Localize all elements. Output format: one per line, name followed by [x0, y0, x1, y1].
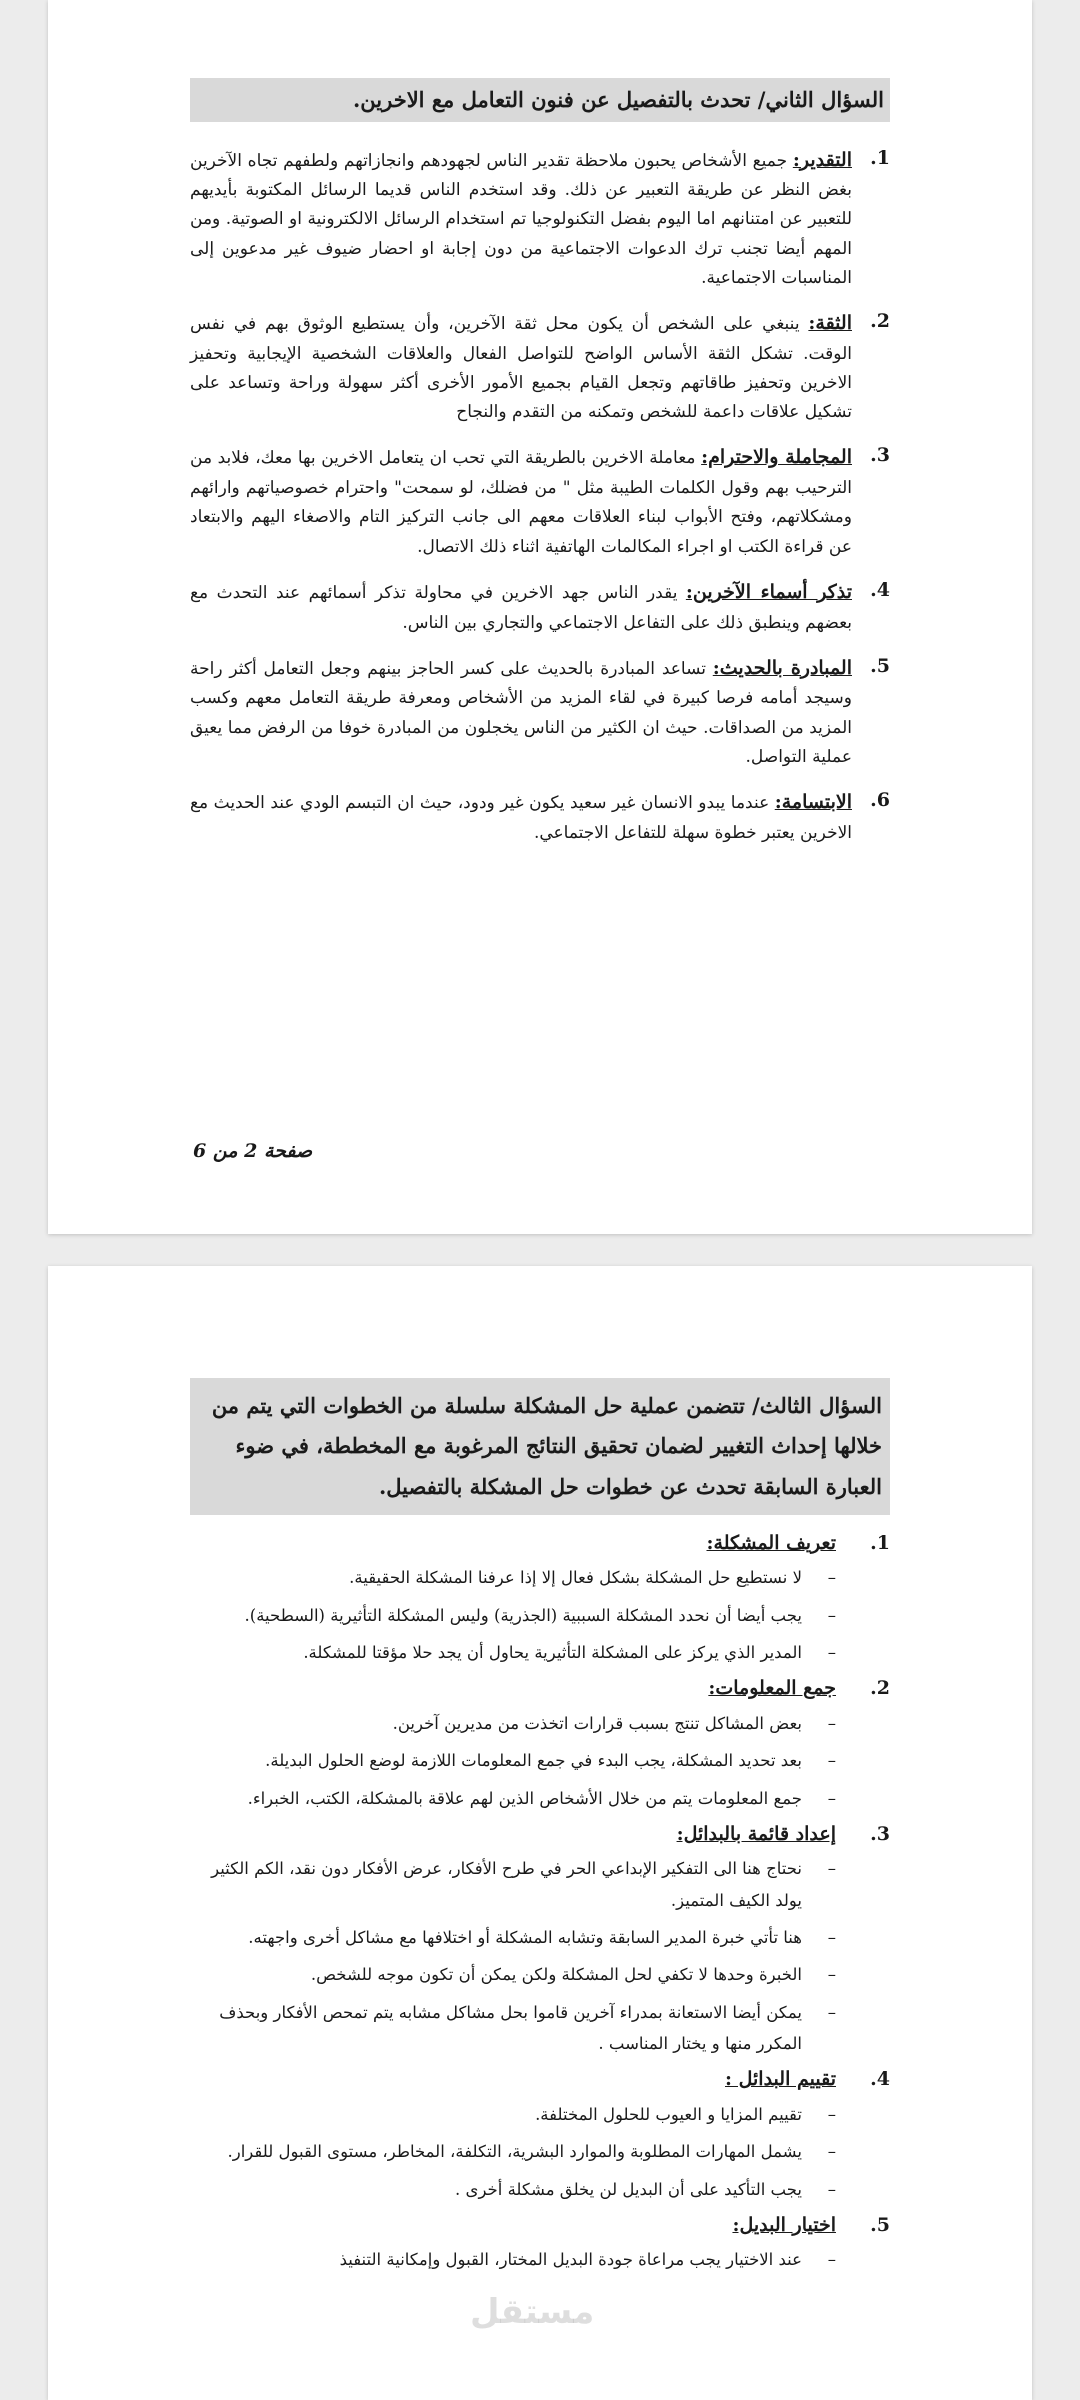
- dash-bullet-icon: –: [827, 1713, 836, 1733]
- bullet-text: يشمل المهارات المطلوبة والموارد البشرية، التكلفة، المخاطر، مستوى القبول للقرار.: [227, 2142, 802, 2162]
- list-item: [190, 441, 890, 561]
- item-body: [190, 307, 852, 427]
- list-item: [190, 1997, 836, 2060]
- item-heading: الثقة:: [808, 312, 852, 335]
- section-number: 1.: [870, 1531, 890, 1554]
- item-number: 6.: [870, 789, 890, 812]
- item-body: [190, 441, 852, 561]
- watermark-logo: مستقل: [470, 2292, 595, 2332]
- section-number: 3.: [870, 1822, 890, 1845]
- bullet-text: الخبرة وحدها لا تكفي لحل المشكلة ولكن يمكن أن تكون موجه للشخص.: [310, 1965, 802, 1985]
- dash-bullet-icon: –: [827, 1788, 836, 1808]
- list-item: [190, 1959, 836, 1990]
- section-choose-alternative: [190, 2211, 890, 2240]
- list-item: [190, 576, 890, 638]
- list-item: [190, 652, 890, 772]
- item-heading: التقدير:: [792, 148, 852, 171]
- bullet-list: [190, 2244, 890, 2275]
- list-item: [190, 307, 890, 427]
- bullet-list: [190, 2099, 890, 2205]
- dash-bullet-icon: –: [827, 1859, 836, 1879]
- document-page-2: [48, 1266, 1032, 2400]
- page-1-content: [190, 78, 890, 862]
- bullet-text: يجب أيضا أن نحدد المشكلة السببية (الجذرية) وليس المشكلة التأثيرية (السطحية).: [244, 1605, 802, 1625]
- section-title: تعريف المشكلة:: [706, 1531, 836, 1554]
- dash-bullet-icon: –: [827, 1643, 836, 1663]
- item-heading: الابتسامة:: [774, 791, 852, 814]
- item-text: تساعد المبادرة بالحديث على كسر الحاجز بينهم وجعل التعامل أكثر راحة وسيجد أمامه فرصا كبيرة في لقاء المزيد من الأشخاص ومعرفة طريقة التعامل معهم وكسب المزيد من الصداقات. حيث ان الكثير من الناس يخجلون من المبادرة خوفا من الرفض مما يعيق عملية التواصل.: [190, 658, 852, 767]
- list-item: [190, 2174, 836, 2205]
- list-item: [190, 1853, 836, 1916]
- dash-bullet-icon: –: [827, 1568, 836, 1588]
- item-text: يقدر الناس جهد الاخرين في محاولة تذكر أسمائهم عند التحدث مع بعضهم وينطبق ذلك على التفاعل الاجتماعي والتجاري بين الناس.: [190, 582, 852, 633]
- item-number: 2.: [870, 310, 890, 333]
- section-number: 4.: [870, 2068, 890, 2091]
- document-page-1: [48, 0, 1032, 1234]
- section-collect-info: [190, 1674, 890, 1703]
- list-item: [190, 2099, 836, 2130]
- dash-bullet-icon: –: [827, 2104, 836, 2124]
- page-number-footer: صفحة 2 من 6: [193, 1140, 313, 1162]
- dash-bullet-icon: –: [827, 1965, 836, 1985]
- bullet-text: بعد تحديد المشكلة، يجب البدء في جمع المعلومات اللازمة لوضع الحلول البديلة.: [265, 1751, 802, 1771]
- dash-bullet-icon: –: [827, 2179, 836, 2199]
- item-heading: المبادرة بالحديث:: [712, 656, 852, 679]
- bullet-text: جمع المعلومات يتم من خلال الأشخاص الذين لهم علاقة بالمشكلة، الكتب، الخبراء.: [247, 1788, 802, 1808]
- section-define-problem: [190, 1529, 890, 1558]
- section-list-alternatives: [190, 1820, 890, 1849]
- item-number: 1.: [870, 146, 890, 169]
- item-body: [190, 652, 852, 772]
- list-item: [190, 1922, 836, 1953]
- page-2-content: [190, 1378, 890, 2282]
- section-title: تقييم البدائل :: [725, 2068, 836, 2091]
- section-title: جمع المعلومات:: [708, 1677, 836, 1700]
- list-item: [190, 1783, 836, 1814]
- item-body: [190, 786, 852, 848]
- question-3-heading: السؤال الثالث/ تتضمن عملية حل المشكلة سلسلة من الخطوات التي يتم من خلالها إحداث التغيير لضمان تحقيق النتائج المرغوبة مع المخططة، في ضوء العبارة السابقة تحدث عن خطوات حل المشكلة بالتفصيل.: [190, 1378, 890, 1515]
- list-item: [190, 1745, 836, 1776]
- item-heading: تذكر أسماء الآخرين:: [685, 580, 852, 603]
- bullet-list: [190, 1562, 890, 1668]
- list-item: [190, 2244, 836, 2275]
- question-2-items: [190, 144, 890, 849]
- question-2-heading: السؤال الثاني/ تحدث بالتفصيل عن فنون التعامل مع الاخرين.: [190, 78, 890, 122]
- bullet-text: نحتاج هنا الى التفكير الإبداعي الحر في طرح الأفكار، عرض الأفكار دون نقد، الكم الكثير يولد الكيف المتميز.: [211, 1859, 802, 1910]
- bullet-text: المدير الذي يركز على المشكلة التأثيرية يحاول أن يجد حلا مؤقتا للمشكلة.: [303, 1643, 802, 1663]
- item-heading: المجاملة والاحترام:: [701, 446, 852, 469]
- item-text: ينبغي على الشخص أن يكون محل ثقة الآخرين، وأن يستطيع الوثوق بهم في نفس الوقت. تشكل الثقة الأساس الواضح للتواصل الفعال والعلاقات الشخصية الإيجابية وتحفيز الاخرين وتحفيز طاقاتهم وتجعل القيام بجميع الأمور الأخرى أكثر سهولة وراحة وتساعد على تشكيل علاقات داعمة للشخص وتمكنه من التقدم والنجاح: [190, 314, 852, 423]
- list-item: [190, 1637, 836, 1668]
- bullet-text: يمكن أيضا الاستعانة بمدراء آخرين قاموا بحل مشاكل مشابه يتم تمحص الأفكار وبحذف المكرر منها و يختار المناسب .: [219, 2002, 802, 2054]
- bullet-text: لا نستطيع حل المشكلة بشكل فعال إلا إذا عرفنا المشكلة الحقيقية.: [349, 1568, 802, 1588]
- dash-bullet-icon: –: [827, 1605, 836, 1625]
- bullet-text: بعض المشاكل تنتج بسبب قرارات اتخذت من مديرين آخرين.: [392, 1713, 802, 1733]
- dash-bullet-icon: –: [827, 2002, 836, 2022]
- list-item: [190, 2136, 836, 2167]
- list-item: [190, 1708, 836, 1739]
- dash-bullet-icon: –: [827, 2250, 836, 2270]
- item-number: 5.: [870, 654, 890, 677]
- dash-bullet-icon: –: [827, 1751, 836, 1771]
- section-number: 5.: [870, 2213, 890, 2236]
- section-number: 2.: [870, 1677, 890, 1700]
- list-item: [190, 1600, 836, 1631]
- item-text: جميع الأشخاص يحبون ملاحظة تقدير الناس لجهودهم وانجازاتهم ولطفهم تجاه الآخرين بغض النظر عن طريقة التعبير عن ذلك. وقد استخدم الناس قديما الرسائل المكتوبة بأيديهم للتعبير عن امتنانهم اما اليوم بفضل التكنولوجيا تم استخدام الرسائل الالكترونية او الصوتية. ومن المهم أيضا تجنب ترك الدعوات الاجتماعية من دون إجابة او احضار ضيوف غير مدعوين إلى المناسبات الاجتماعية.: [190, 150, 852, 288]
- bullet-text: يجب التأكيد على أن البديل لن يخلق مشكلة أخرى .: [455, 2179, 802, 2199]
- item-text: معاملة الاخرين بالطريقة التي تحب ان يتعامل الاخرين بها معك، فلابد من الترحيب بهم وقول الكلمات الطيبة مثل " من فضلك، لو سمحت" واحترام خصوصياتهم وارائهم ومشكلاتهم، وفتح الأبواب لبناء العلاقات معهم الى جانب التركيز التام والاصغاء اليهم والابتعاد عن قراءة الكتب او اجراء المكالمات الهاتفية اثناء ذلك الاتصال.: [190, 448, 852, 557]
- item-body: [190, 144, 852, 294]
- section-evaluate-alternatives: [190, 2065, 890, 2094]
- bullet-list: [190, 1708, 890, 1814]
- section-title: اختيار البديل:: [732, 2213, 836, 2236]
- dash-bullet-icon: –: [827, 2142, 836, 2162]
- section-title: إعداد قائمة بالبدائل:: [676, 1822, 836, 1845]
- bullet-text: تقييم المزايا و العيوب للحلول المختلفة.: [535, 2104, 802, 2124]
- bullet-text: عند الاختيار يجب مراعاة جودة البديل المختار، القبول وإمكانية التنفيذ: [339, 2250, 802, 2270]
- dash-bullet-icon: –: [827, 1928, 836, 1947]
- bullet-list: [190, 1853, 890, 2059]
- list-item: [190, 786, 890, 848]
- item-number: 4.: [870, 578, 890, 601]
- item-number: 3.: [870, 444, 890, 467]
- item-body: [190, 576, 852, 638]
- bullet-text: هنا تأتي خبرة المدير السابقة وتشابه المشكلة أو اختلافها مع مشاكل أخرى واجهته.: [248, 1928, 802, 1947]
- item-text: عندما يبدو الانسان غير سعيد يكون غير ودود، حيث ان التبسم الودي عند الحديث مع الاخرين يعتبر خطوة سهلة للتفاعل الاجتماعي.: [190, 793, 852, 843]
- list-item: [190, 1562, 836, 1593]
- list-item: [190, 144, 890, 294]
